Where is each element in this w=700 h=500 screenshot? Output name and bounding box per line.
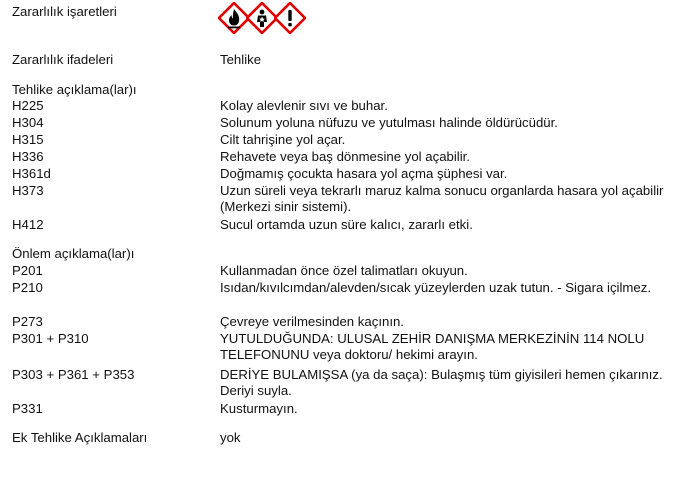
signal-word-label: Zararlılık ifadeleri [12, 52, 114, 67]
hazard-text: Sucul ortamda uzun süre kalıcı, zararlı etki. [220, 217, 473, 232]
hazard-code: H336 [12, 149, 44, 164]
precaution-code: P273 [12, 314, 43, 329]
hazard-text: Solunum yoluna nüfuzu ve yutulması halinde öldürücüdür. [220, 115, 558, 130]
precaution-code: P210 [12, 280, 43, 295]
precaution-text: YUTULDUĞUNDA: ULUSAL ZEHİR DANIŞMA MERKEZİNİN 114 NOLU TELEFONUNU veya doktoru/ hekimi arayın. [220, 331, 645, 362]
precaution-code: P331 [12, 401, 43, 416]
additional-hazard-label: Ek Tehlike Açıklamaları [12, 430, 148, 445]
precaution-code: P201 [12, 263, 43, 278]
hazard-text: Rehavete veya baş dönmesine yol açabilir. [220, 149, 470, 164]
hazard-code: H412 [12, 217, 44, 232]
precaution-text: DERİYE BULAMIŞSA (ya da saça): Bulaşmış tüm giyisileri hemen çıkarınız. Deriyi suyla. [220, 367, 663, 398]
precaution-text: Kullanmadan önce özel talimatları okuyun. [220, 263, 468, 278]
hazard-code: H304 [12, 115, 44, 130]
hazard-text: Cilt tahrişine yol açar. [220, 132, 346, 147]
exclamation-pictogram-icon [274, 2, 306, 34]
precaution-code: P303 + P361 + P353 [12, 367, 135, 382]
hazard-code: H315 [12, 132, 44, 147]
hazard-text: Kolay alevlenir sıvı ve buhar. [220, 98, 388, 113]
hazard-text: Doğmamış çocukta hasara yol açma şüphesi var. [220, 166, 508, 181]
precaution-text: Isıdan/kıvılcımdan/alevden/sıcak yüzeylerden uzak tutun. - Sigara içilmez. [220, 280, 651, 295]
hazard-text: Uzun süreli veya tekrarlı maruz kalma sonucu organlarda hasara yol açabilir (Merkezi sinir sistemi). [220, 183, 664, 214]
hazard-code: H373 [12, 183, 44, 198]
hazard-code: H361d [12, 166, 51, 181]
precaution-text: Çevreye verilmesinden kaçının. [220, 314, 404, 329]
hazard-statements-heading: Tehlike açıklama(lar)ı [12, 82, 137, 97]
hazard-signs-label: Zararlılık işaretleri [12, 4, 117, 19]
signal-word: Tehlike [220, 52, 262, 67]
hazard-code: H225 [12, 98, 44, 113]
precautionary-statements-heading: Önlem açıklama(lar)ı [12, 246, 135, 261]
additional-hazard-value: yok [220, 430, 241, 445]
precaution-text: Kusturmayın. [220, 401, 298, 416]
precaution-code: P301 + P310 [12, 331, 89, 346]
ghs-pictograms [218, 2, 302, 34]
